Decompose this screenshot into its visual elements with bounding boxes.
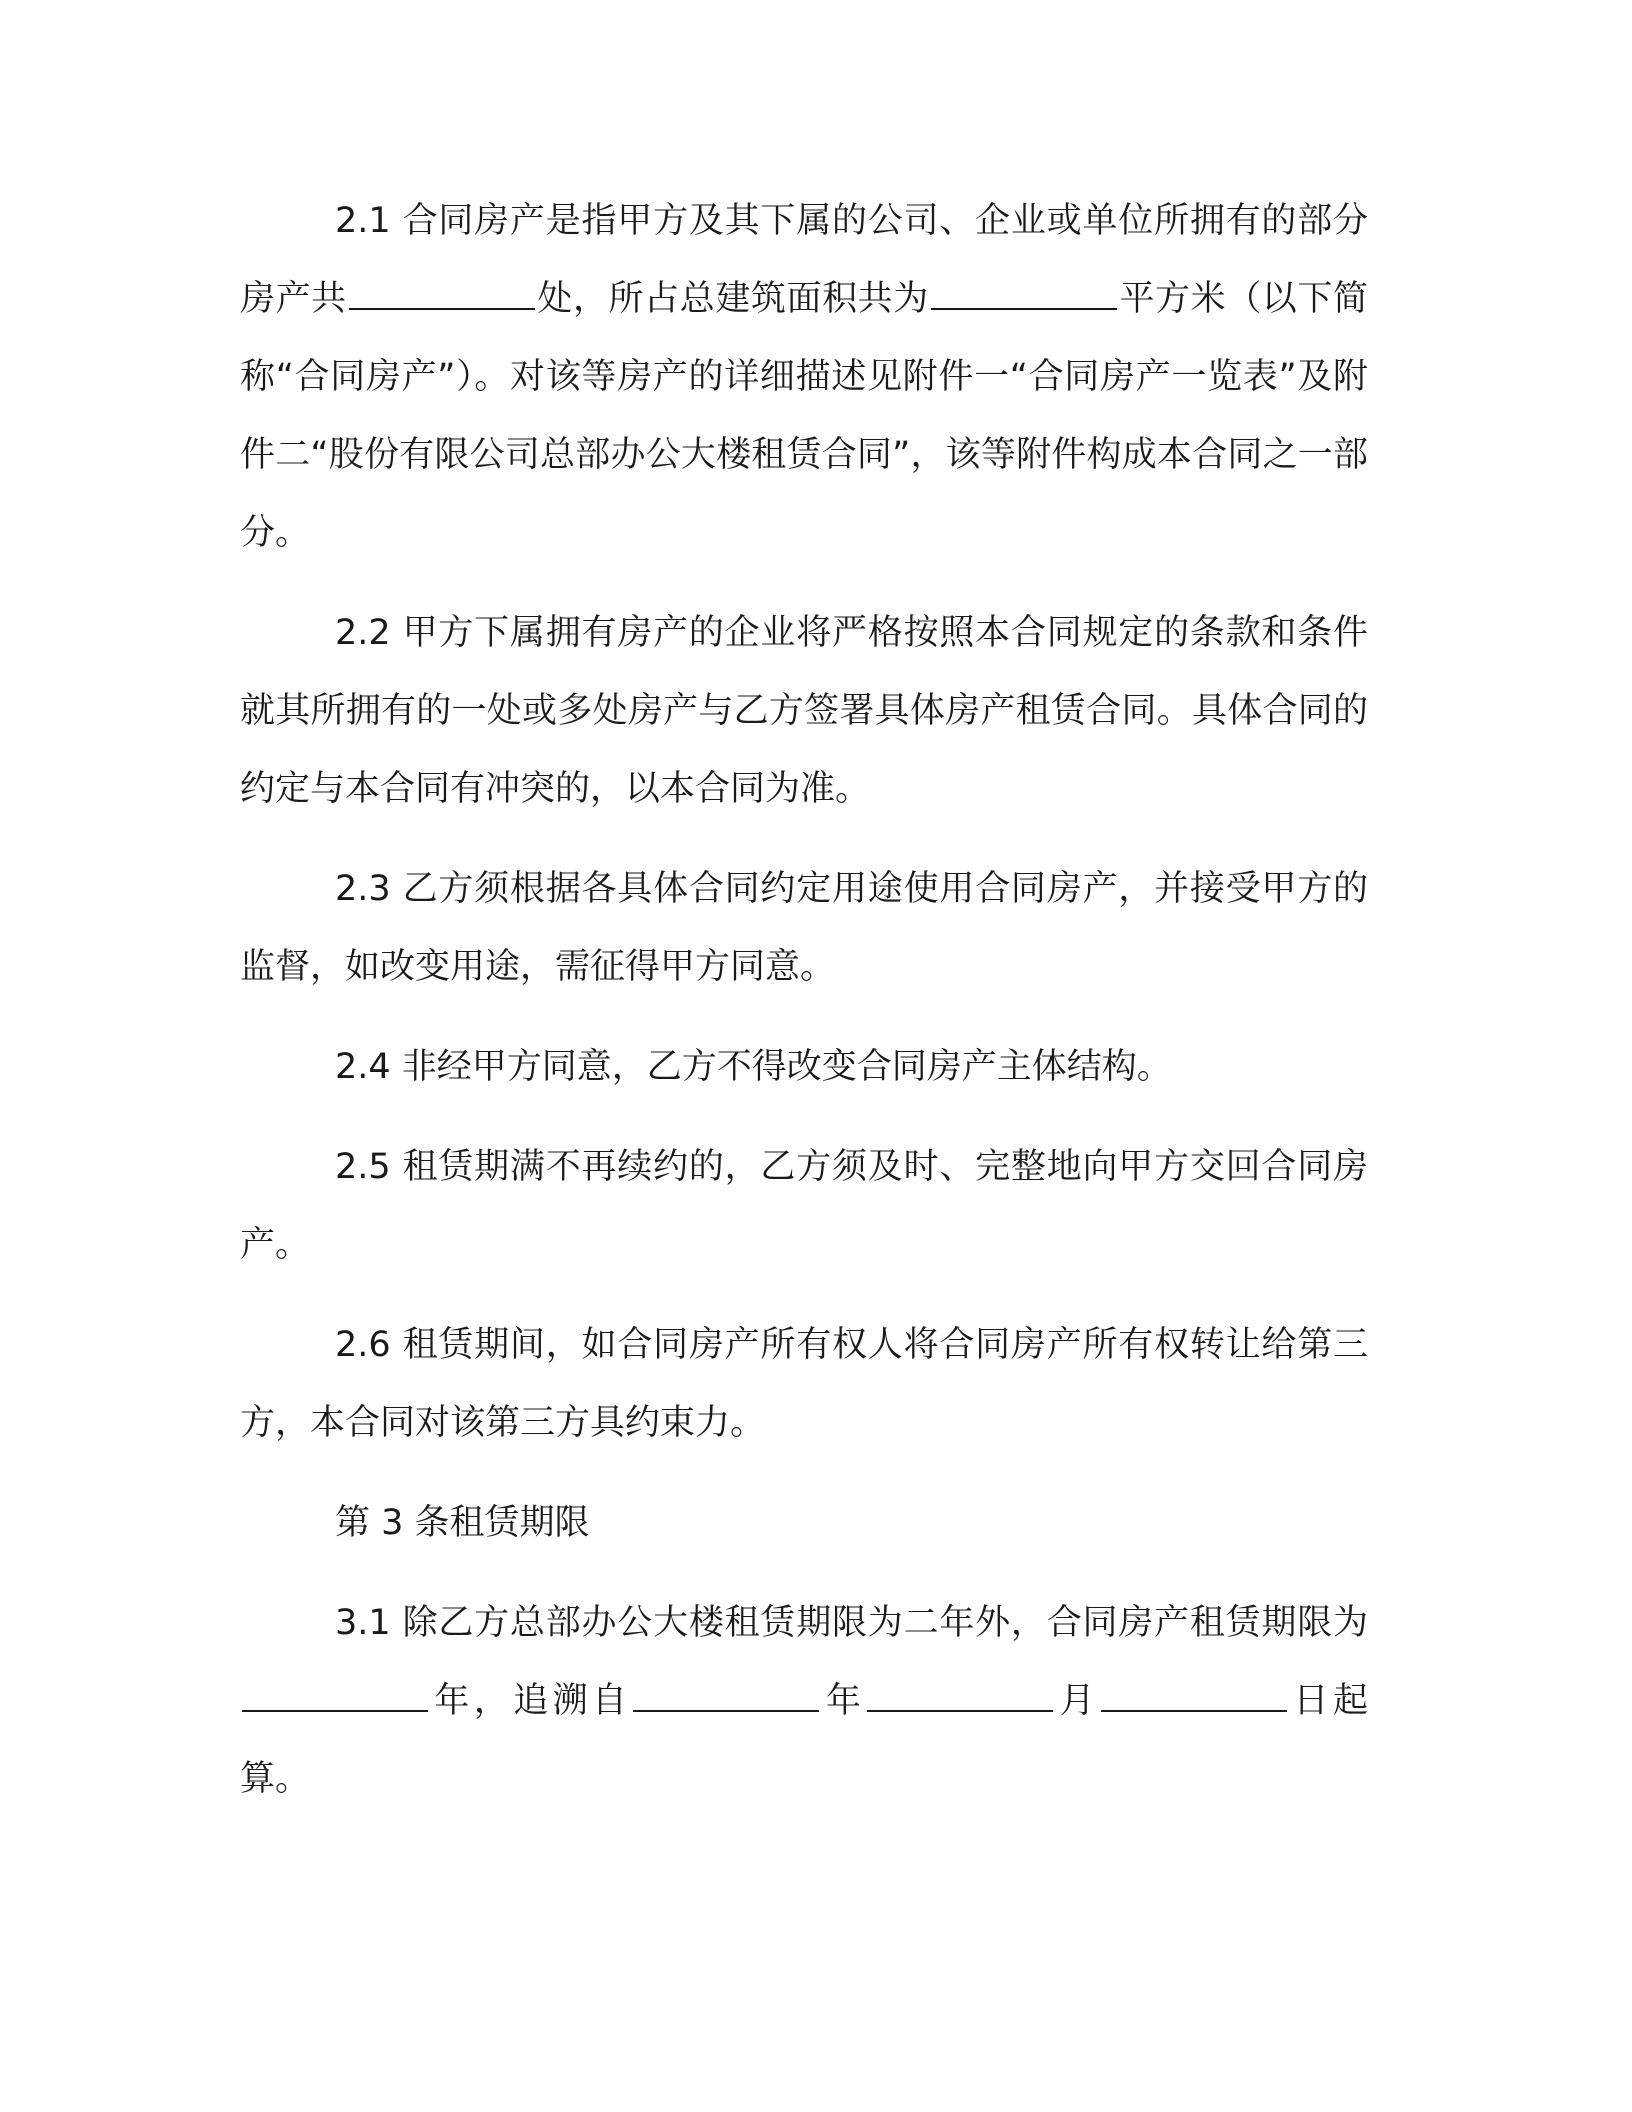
blank-lease-years[interactable]	[242, 1680, 428, 1712]
clause-2-1-text-b: 处，所占总建筑面积共为	[536, 279, 929, 319]
clause-3-1	[240, 1584, 1368, 1818]
blank-property-count[interactable]	[349, 278, 535, 310]
clause-2-1	[240, 182, 1368, 572]
clause-3-1-text-d: 月	[1055, 1681, 1100, 1721]
clause-3-1-text-e: 日起算。	[240, 1681, 1368, 1799]
clause-3-1-text-a: 3.1 除乙方总部办公大楼租赁期限为二年外，合同房产租赁期限为	[335, 1603, 1368, 1643]
blank-start-month[interactable]	[867, 1680, 1053, 1712]
clause-2-3: 2.3 乙方须根据各具体合同约定用途使用合同房产，并接受甲方的监督，如改变用途，需征得甲方同意。	[240, 869, 1368, 987]
clause-3-1-text-c: 年	[821, 1681, 866, 1721]
document-page	[240, 182, 1368, 1818]
blank-start-year[interactable]	[633, 1680, 819, 1712]
clause-2-5: 2.5 租赁期满不再续约的，乙方须及时、完整地向甲方交回合同房产。	[240, 1147, 1368, 1265]
clause-2-1-text-c: 平方米（以下简称“合同房产”）。对该等房产的详细描述见附件一“合同房产一览表”及附件二“股份有限公司总部办公大楼租赁合同”，该等附件构成本合同之一部分。	[240, 279, 1368, 553]
clause-2-6: 2.6 租赁期间，如合同房产所有权人将合同房产所有权转让给第三方，本合同对该第三方具约束力。	[240, 1325, 1368, 1443]
blank-total-area[interactable]	[931, 278, 1117, 310]
section-heading-3: 第 3 条租赁期限	[335, 1503, 590, 1543]
clause-3-1-text-b: 年，追溯自	[430, 1681, 632, 1721]
clause-2-4: 2.4 非经甲方同意，乙方不得改变合同房产主体结构。	[335, 1047, 1172, 1087]
clause-2-1-text-a: 2.1 合同房产是指甲方及其下属的公司、企业或单位所拥有的部分房产共	[240, 201, 1368, 319]
blank-start-day[interactable]	[1101, 1680, 1287, 1712]
clause-2-2: 2.2 甲方下属拥有房产的企业将严格按照本合同规定的条款和条件就其所拥有的一处或多处房产与乙方签署具体房产租赁合同。具体合同的约定与本合同有冲突的，以本合同为准。	[240, 613, 1368, 809]
